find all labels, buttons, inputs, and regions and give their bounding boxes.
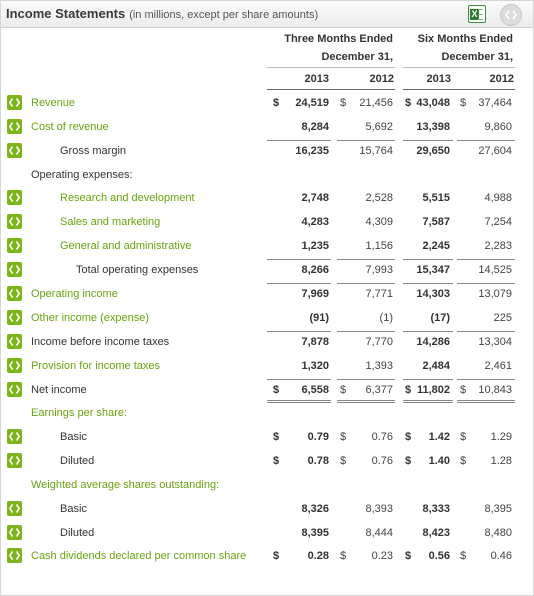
value-cell: 8,333 [422, 503, 450, 515]
row-label: Income before income taxes [31, 336, 170, 348]
currency-symbol: $ [460, 97, 467, 109]
value-cell: 7,770 [365, 336, 393, 348]
subtotal-rule [457, 259, 515, 260]
subtotal-rule [337, 259, 395, 260]
group-three-months: Three Months Ended December 31, [284, 33, 393, 63]
title-subtitle: (in millions, except per share amounts) [129, 9, 319, 21]
value-cell: 2,528 [365, 192, 393, 204]
row-label-link[interactable]: Weighted average shares outstanding: [31, 479, 220, 491]
value-cell: 7,587 [422, 216, 450, 228]
subtotal-rule [403, 283, 453, 284]
table-row [1, 234, 533, 258]
value-cell: 1,320 [301, 360, 329, 372]
value-cell: 8,395 [484, 503, 512, 515]
subtotal-rule [337, 283, 395, 284]
value-cell: 1,393 [365, 360, 393, 372]
value-cell: 0.79 [307, 431, 329, 443]
expand-chart-icon[interactable] [7, 238, 22, 253]
value-cell: 1.40 [428, 455, 450, 467]
row-label: Diluted [60, 527, 95, 539]
table-row [1, 401, 533, 425]
value-cell: 37,464 [478, 97, 512, 109]
row-label: Operating expenses: [31, 169, 133, 181]
panel-title [6, 6, 318, 21]
table-row [1, 91, 533, 115]
row-label-link[interactable]: Other income (expense) [31, 312, 149, 324]
group-six-months: Six Months Ended December 31, [417, 33, 513, 63]
value-cell: 8,423 [422, 527, 450, 539]
excel-icon[interactable]: X [468, 5, 486, 23]
value-cell: 8,444 [365, 527, 393, 539]
currency-symbol: $ [405, 384, 412, 396]
currency-symbol: $ [340, 431, 347, 443]
value-cell: 7,969 [301, 288, 329, 300]
value-cell: 14,525 [478, 264, 512, 276]
subtotal-rule [457, 331, 515, 332]
subtotal-rule [267, 140, 331, 141]
table-row [1, 186, 533, 210]
table-row [1, 425, 533, 449]
value-cell: 7,878 [301, 336, 329, 348]
value-cell: 2,245 [422, 240, 450, 252]
row-label: Basic [60, 503, 87, 515]
value-cell: 1.42 [428, 431, 450, 443]
value-cell: 24,519 [295, 97, 329, 109]
value-cell: 8,393 [365, 503, 393, 515]
subtotal-rule [337, 140, 395, 141]
row-label-link[interactable]: Cost of revenue [31, 121, 109, 133]
value-cell: 2,461 [484, 360, 512, 372]
row-label: Basic [60, 431, 87, 443]
table-row [1, 544, 533, 568]
currency-symbol: $ [460, 384, 467, 396]
value-cell: 21,456 [359, 97, 393, 109]
value-cell: 15,347 [416, 264, 450, 276]
subtotal-rule [457, 140, 515, 141]
table-row [1, 163, 533, 187]
subtotal-rule [267, 283, 331, 284]
subtotal-rule [403, 140, 453, 141]
value-cell: 16,235 [295, 145, 329, 157]
subtotal-rule [457, 283, 515, 284]
value-cell: 0.56 [428, 550, 450, 562]
value-cell: 8,395 [301, 527, 329, 539]
subtotal-rule [267, 331, 331, 332]
value-cell: 1.29 [490, 431, 512, 443]
value-cell: 0.23 [371, 550, 393, 562]
expand-chart-icon[interactable] [7, 548, 22, 563]
value-cell: 15,764 [359, 145, 393, 157]
value-cell: 2,484 [422, 360, 450, 372]
table-row [1, 139, 533, 163]
expand-chart-icon[interactable] [7, 429, 22, 444]
value-cell: 5,692 [365, 121, 393, 133]
table-row [1, 115, 533, 139]
subtotal-rule [267, 259, 331, 260]
subtotal-rule [403, 331, 453, 332]
value-cell: (91) [309, 312, 329, 324]
row-label-link[interactable]: Sales and marketing [60, 216, 161, 228]
value-cell: (1) [379, 312, 393, 324]
currency-symbol: $ [405, 455, 412, 467]
value-cell: 4,309 [365, 216, 393, 228]
subtotal-rule [457, 379, 515, 380]
expand-chart-icon[interactable] [7, 382, 22, 397]
value-cell: 13,079 [478, 288, 512, 300]
value-cell: 8,266 [301, 264, 329, 276]
expand-chart-icon[interactable] [7, 95, 22, 110]
value-cell: 7,771 [365, 288, 393, 300]
value-cell: 14,303 [416, 288, 450, 300]
expand-chart-icon[interactable] [7, 358, 22, 373]
value-cell: 6,558 [301, 384, 329, 396]
table-header [1, 28, 533, 90]
expand-chart-icon[interactable] [7, 501, 22, 516]
year-header: 2012 [369, 73, 394, 85]
value-cell: (17) [430, 312, 450, 324]
value-cell: 29,650 [416, 145, 450, 157]
value-cell: 0.78 [307, 455, 329, 467]
collapse-icon[interactable] [500, 4, 522, 26]
value-cell: 5,515 [422, 192, 450, 204]
table-row [1, 497, 533, 521]
value-cell: 2,283 [484, 240, 512, 252]
currency-symbol: $ [340, 97, 347, 109]
row-label: Net income [31, 384, 87, 396]
expand-chart-icon[interactable] [7, 119, 22, 134]
row-label: Gross margin [60, 145, 127, 157]
value-cell: 9,860 [484, 121, 512, 133]
panel-header [1, 1, 533, 28]
table-row [1, 306, 533, 330]
value-cell: 6,377 [365, 384, 393, 396]
row-label: Total operating expenses [76, 264, 199, 276]
value-cell: 13,304 [478, 336, 512, 348]
value-cell: 43,048 [416, 97, 450, 109]
row-label-link[interactable]: Revenue [31, 97, 76, 109]
value-cell: 7,254 [484, 216, 512, 228]
currency-symbol: $ [273, 455, 280, 467]
row-label-link[interactable]: General and administrative [60, 240, 192, 252]
value-cell: 0.76 [371, 431, 393, 443]
table-row [1, 330, 533, 354]
value-cell: 8,480 [484, 527, 512, 539]
expand-chart-icon[interactable] [7, 143, 22, 158]
table-row [1, 521, 533, 545]
value-cell: 11,802 [416, 384, 450, 396]
value-cell: 10,843 [478, 384, 512, 396]
value-cell: 14,286 [416, 336, 450, 348]
table-row [1, 354, 533, 378]
currency-symbol: $ [340, 384, 347, 396]
currency-symbol: $ [405, 550, 412, 562]
row-label-link[interactable]: Operating income [31, 288, 118, 300]
value-cell: 13,398 [416, 121, 450, 133]
year-header: 2012 [489, 73, 514, 85]
currency-symbol: $ [273, 384, 280, 396]
expand-chart-icon[interactable] [7, 334, 22, 349]
row-label-link[interactable]: Cash dividends declared per common share [31, 550, 247, 562]
expand-chart-icon[interactable] [7, 453, 22, 468]
expand-chart-icon[interactable] [7, 214, 22, 229]
currency-symbol: $ [405, 97, 412, 109]
value-cell: 1.28 [490, 455, 512, 467]
value-cell: 8,284 [301, 121, 329, 133]
row-label: Diluted [60, 455, 95, 467]
expand-chart-icon[interactable] [7, 262, 22, 277]
value-cell: 0.28 [307, 550, 329, 562]
title-text: Income Statements [6, 6, 126, 21]
subtotal-rule [267, 379, 331, 380]
row-label-link[interactable]: Research and development [60, 192, 195, 204]
value-cell: 2,748 [301, 192, 329, 204]
currency-symbol: $ [460, 431, 467, 443]
table-row [1, 378, 533, 402]
row-label-link[interactable]: Earnings per share: [31, 407, 127, 419]
value-cell: 7,993 [365, 264, 393, 276]
expand-chart-icon[interactable] [7, 286, 22, 301]
value-cell: 0.46 [490, 550, 512, 562]
table-row [1, 449, 533, 473]
year-header: 2013 [304, 73, 329, 85]
value-cell: 4,283 [301, 216, 329, 228]
value-cell: 1,235 [301, 240, 329, 252]
subtotal-rule [337, 379, 395, 380]
value-cell: 0.76 [371, 455, 393, 467]
currency-symbol: $ [460, 550, 467, 562]
currency-symbol: $ [340, 455, 347, 467]
value-cell: 225 [493, 312, 512, 324]
expand-chart-icon[interactable] [7, 190, 22, 205]
currency-symbol: $ [405, 431, 412, 443]
table-row [1, 282, 533, 306]
currency-symbol: $ [273, 97, 280, 109]
table-row [1, 210, 533, 234]
subtotal-rule [337, 331, 395, 332]
value-cell: 8,326 [301, 503, 329, 515]
subtotal-rule [403, 379, 453, 380]
value-cell: 27,604 [478, 145, 512, 157]
expand-chart-icon[interactable] [7, 310, 22, 325]
row-label-link[interactable]: Provision for income taxes [31, 360, 160, 372]
subtotal-rule [403, 259, 453, 260]
currency-symbol: $ [273, 431, 280, 443]
value-cell: 4,988 [484, 192, 512, 204]
currency-symbol: $ [340, 550, 347, 562]
table-row [1, 258, 533, 282]
expand-chart-icon[interactable] [7, 525, 22, 540]
table-row [1, 473, 533, 497]
year-header: 2013 [426, 73, 451, 85]
currency-symbol: $ [273, 550, 280, 562]
value-cell: 1,156 [365, 240, 393, 252]
currency-symbol: $ [460, 455, 467, 467]
